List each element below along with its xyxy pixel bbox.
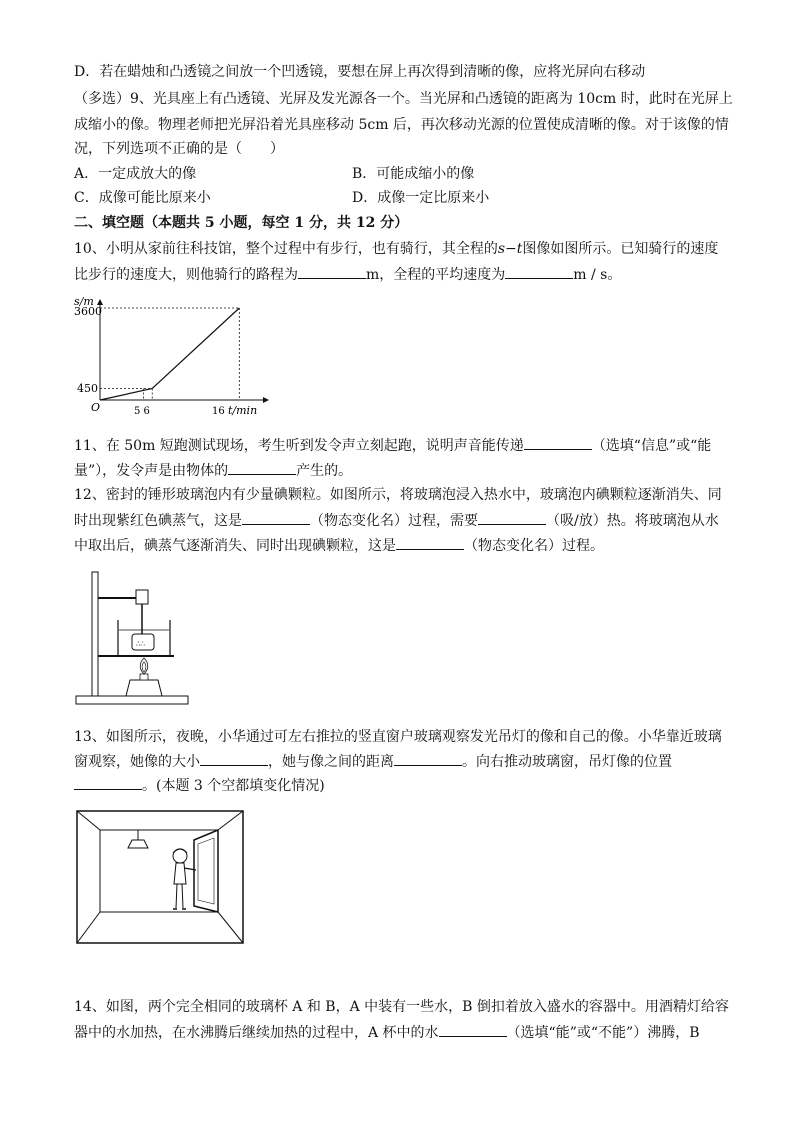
- st-line: [100, 308, 239, 400]
- q9-stem-line3: 况，下列选项不正确的是（ ）: [74, 141, 284, 157]
- stand-base: [76, 696, 188, 704]
- q12-text-e: （物态变化名）过程。: [464, 538, 604, 554]
- q10-text-c: 比步行的速度大，则他骑行的路程为: [74, 267, 298, 283]
- q12-text-d: 中取出后，碘蒸气逐渐消失、同时出现碘颗粒，这是: [74, 538, 396, 554]
- q10-text-a: 10、小明从家前往科技馆，整个过程中有步行，也有骑行，其全程的: [74, 241, 498, 257]
- lamp-neck: [140, 674, 148, 680]
- q13-text-c: 。向右推动玻璃窗，吊灯像的位置: [462, 754, 672, 770]
- origin-label: O: [91, 401, 101, 414]
- q11-blank-2[interactable]: [228, 461, 296, 475]
- q14-text-b: （选填“能”或“不能”）沸腾，B: [506, 1025, 700, 1041]
- room-figure: [76, 810, 246, 946]
- svg-text:∴∴: ∴∴: [136, 640, 145, 648]
- girl-body: [174, 863, 186, 884]
- iodine-apparatus-figure: [74, 568, 194, 708]
- q9-stem-line2: 成缩小的像。物理老师把光屏沿着光具座移动 5cm 后，再次移动光源的位置使成清晰的像。对于该像的情: [74, 117, 729, 133]
- q12-text-b: （物态变化名）过程，需要: [310, 513, 478, 529]
- q8-option-d: D．若在蜡烛和凸透镜之间放一个凹透镜，要想在屏上再次得到清晰的像，应将光屏向右移动: [74, 64, 646, 80]
- q14-line2: [74, 1023, 699, 1042]
- q13-line2: [74, 752, 672, 771]
- q9-option-a: A．一定成放大的像: [74, 166, 197, 182]
- window-glass: [194, 830, 218, 912]
- q10-text-b: 图像如图所示。已知骑行的速度: [522, 241, 719, 257]
- q10-text-e: m / s。: [573, 267, 622, 283]
- q13-blank-1[interactable]: [200, 752, 268, 766]
- q9-option-b: B．可能成缩小的像: [352, 166, 475, 182]
- q12-blank-1[interactable]: [242, 511, 310, 525]
- q12-line1: 12、密封的锤形玻璃泡内有少量碘颗粒。如图所示，将玻璃泡浸入热水中，玻璃泡内碘颗粒逐渐消失、同: [74, 487, 722, 503]
- y-tick-3600: 3600: [74, 305, 102, 318]
- q13-text-d: 。(本题 3 个空都填变化情况): [142, 778, 325, 794]
- q11-text-d: 产生的。: [296, 463, 353, 479]
- q13-blank-2[interactable]: [394, 752, 462, 766]
- q11-line2: [74, 461, 352, 480]
- q9-option-d: D．成像一定比原来小: [352, 190, 490, 206]
- q10-blank-2[interactable]: [505, 265, 573, 279]
- q13-line3: [74, 776, 325, 795]
- q12-text-c: （吸/放）热。将玻璃泡从水: [546, 513, 719, 529]
- q11-line1: [74, 436, 711, 455]
- q12-blank-3[interactable]: [396, 536, 464, 550]
- q12-text-a: 时出现紫红色碘蒸气，这是: [74, 513, 242, 529]
- q13-line1: 13、如图所示，夜晚，小华通过可左右推拉的竖直窗户玻璃观察发光吊灯的像和自己的像。小华靠近玻璃: [74, 729, 722, 745]
- x-axis-label: t/min: [228, 404, 258, 417]
- q13-blank-3[interactable]: [74, 776, 142, 790]
- q10-line1: [74, 240, 718, 258]
- clamp-head: [136, 590, 148, 604]
- x-tick-16: 16: [212, 406, 225, 417]
- stand-rod: [92, 572, 98, 696]
- ceiling-lamp: [128, 840, 148, 848]
- q10-blank-1[interactable]: [298, 265, 366, 279]
- q12-blank-2[interactable]: [478, 511, 546, 525]
- q13-text-b: ，她与像之间的距离: [268, 754, 394, 770]
- x-tick-5-6: 5 6: [134, 406, 150, 417]
- q11-text-a: 11、在 50m 短跑测试现场，考生听到发令声立刻起跑，说明声音能传递: [74, 438, 524, 454]
- q9-option-c: C．成像可能比原来小: [74, 190, 211, 206]
- q11-blank-1[interactable]: [524, 436, 592, 450]
- section-heading: 二、填空题（本题共 5 小题，每空 1 分，共 12 分）: [74, 215, 409, 231]
- q10-dash: −: [505, 241, 517, 257]
- q14-line1: 14、如图，两个完全相同的玻璃杯 A 和 B，A 中装有一些水，B 倒扣着放入盛水的容器中。用酒精灯给容: [74, 999, 729, 1015]
- q11-text-c: 量”），发令声是由物体的: [74, 463, 229, 479]
- q9-stem-line1: （多选）9、光具座上有凸透镜、光屏及发光源各一个。当光屏和凸透镜的距离为 10cm 时，此时在光屏上: [74, 91, 733, 107]
- q14-blank-1[interactable]: [439, 1023, 507, 1037]
- q10-var-s: s: [497, 241, 506, 257]
- q10-var-t: t: [516, 241, 523, 257]
- y-axis-label: s/m: [74, 295, 94, 308]
- y-tick-450: 450: [77, 382, 98, 395]
- alcohol-lamp: [126, 680, 162, 696]
- q10-text-d: m，全程的平均速度为: [366, 267, 506, 283]
- q11-text-b: （选填“信息”或“能: [591, 438, 712, 454]
- q12-line2: [74, 511, 719, 530]
- q10-line2: [74, 265, 621, 284]
- q12-line3: [74, 536, 604, 555]
- q14-text-a: 器中的水加热，在水沸腾后继续加热的过程中，A 杯中的水: [74, 1025, 439, 1041]
- q13-text-a: 窗观察，她像的大小: [74, 754, 200, 770]
- st-graph: [72, 294, 272, 422]
